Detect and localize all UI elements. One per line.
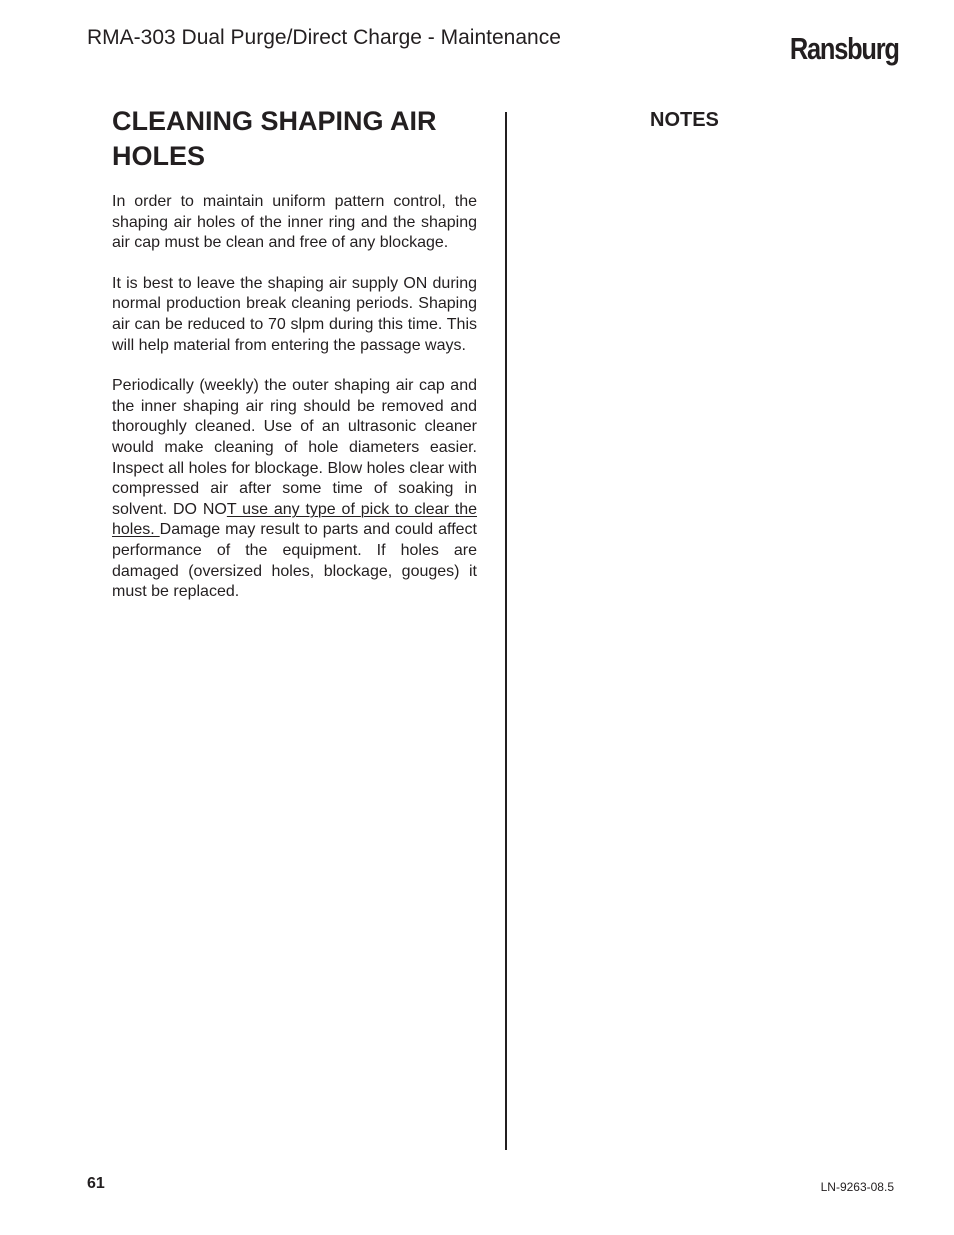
paragraph-3-end: Damage may result to parts and could affect performance of the equipment. If holes are damaged (oversized holes, blockage, gouges) it must be replaced. [112, 521, 477, 601]
notes-heading: NOTES [650, 109, 719, 131]
column-divider [505, 112, 507, 1150]
page-header-title: RMA-303 Dual Purge/Direct Charge - Maintenance [87, 26, 561, 49]
page-number: 61 [87, 1175, 105, 1192]
body-paragraph-3 [112, 376, 477, 603]
section-heading: CLEANING SHAPING AIR HOLES [112, 106, 437, 171]
paragraph-3-start: Periodically (weekly) the outer shaping air cap and the inner shaping air ring should be removed and thoroughly cleaned. Use of an ultrasonic cleaner would make cleaning of hole diameters easier. Inspect all holes for blockage. Blow holes clear with compressed air after some time of soaking in solvent. DO NO [112, 377, 477, 518]
body-paragraph-1: In order to maintain uniform pattern control, the shaping air holes of the inner ring and the shaping air cap must be clean and free of any blockage. [112, 193, 477, 252]
main-column [112, 104, 477, 603]
body-paragraph-2: It is best to leave the shaping air supply ON during normal production break cleaning periods. Shaping air can be reduced to 70 slpm during this time. This will help material from entering the passage ways. [112, 274, 477, 354]
paragraph-3-warning-underlined: T use any type of pick to clear the holes. [112, 500, 478, 539]
document-code: LN-9263-08.5 [820, 1180, 894, 1194]
ransburg-logo: Ransburg [790, 31, 899, 66]
